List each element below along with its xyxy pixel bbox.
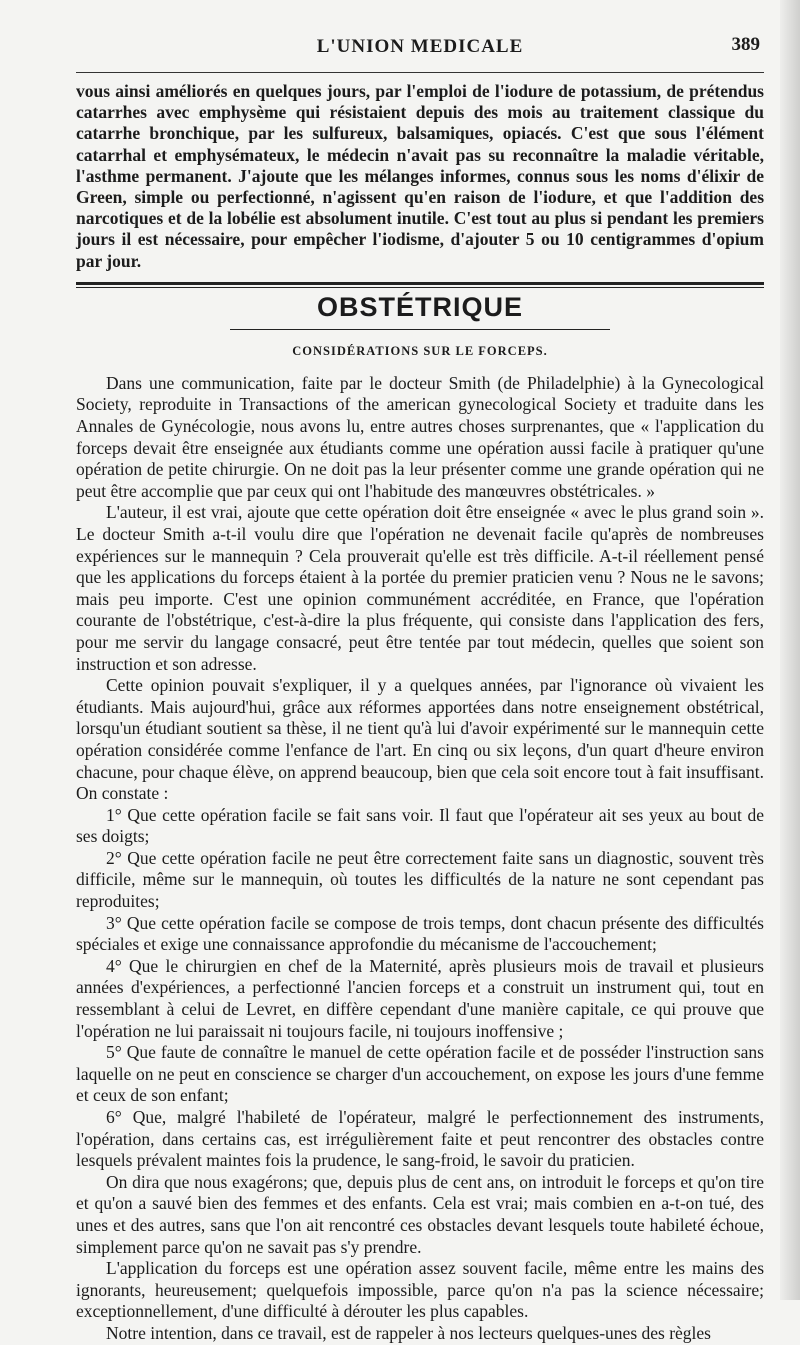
list-item: 3° Que cette opération facile se compose de trois temps, dont chacun présente des difficultés spéciales et exige une connaissance approfondie du mécanisme de l'accouchement; bbox=[76, 912, 764, 955]
section-divider bbox=[76, 282, 764, 288]
list-item: 5° Que faute de connaître le manuel de cette opération facile et de posséder l'instruction sans laquelle on ne peut en conscience se charger d'un accouchement, on expose les jours d'une femme et ceux de son enfant; bbox=[76, 1042, 764, 1106]
list-item: 2° Que cette opération facile ne peut être correctement faite sans un diagnostic, souvent très difficile, même sur le mannequin, où toutes les difficultés de la nature ne sont cependant pas reproduites; bbox=[76, 847, 764, 912]
page-edge-shadow bbox=[780, 0, 800, 1300]
journal-title: L'UNION MEDICALE bbox=[316, 36, 524, 57]
paragraph: Cette opinion pouvait s'expliquer, il y a quelques années, par l'ignorance où vivaient les étudiants. Mais aujourd'hui, grâce aux réformes apportées dans notre enseignement obstétrical, lorsqu'un étudiant soutient sa thèse, il ne tient qu'à lui d'avoir expérimenté sur le mannequin cette opération considérée comme l'enfance de l'art. En cinq ou six leçons, d'un quart d'heure environ chacune, pour chaque élève, on apprend beaucoup, bien que cela soit encore tout à fait insuffisant. On constate : bbox=[76, 675, 764, 804]
paragraph: Notre intention, dans ce travail, est de rappeler à nos lecteurs quelques-unes des règles bbox=[106, 1322, 711, 1343]
article-subtitle: CONSIDÉRATIONS SUR LE FORCEPS. bbox=[292, 343, 548, 358]
article-body bbox=[76, 373, 764, 1345]
title-underline bbox=[230, 329, 610, 330]
page-number: 389 bbox=[731, 34, 760, 55]
lead-section bbox=[76, 81, 764, 272]
paragraph: Dans une communication, faite par le docteur Smith (de Philadelphie) à la Gynecological Society, reproduite in Transactions of the american gynecological Society et traduite dans les Annales de Gynécologie, nous avons lu, entre autres choses surprenantes, que « l'application du forceps devait être enseignée aux étudiants comme une opération aussi facile à pratiquer qu'une opération de petite chirurgie. On ne doit pas la leur présenter comme une grande opération qui ne peut être accomplie que par ceux qui ont l'habitude des manœuvres obstétricales. » bbox=[76, 372, 764, 501]
list-item: 6° Que, malgré l'habileté de l'opérateur, malgré le perfectionnement des instruments, l'opération, dans certains cas, est irrégulièrement faite et peut rencontrer des obstacles contre lesquels prévalent maintes fois la prudence, le sang-froid, le savoir du praticien. bbox=[76, 1107, 764, 1171]
paragraph: L'auteur, il est vrai, ajoute que cette opération doit être enseignée « avec le plus grand soin ». Le docteur Smith a-t-il voulu dire que l'opération ne devenait facile qu'après de nombreuses expériences sur le mannequin ? Cela prouverait qu'elle est très difficile. A-t-il réellement pensé que les applications du forceps étaient à la portée du premier praticien venu ? Nous ne le savons; mais peu importe. C'est une opinion communément accréditée, en France, que l'opération courante de l'obstétrique, c'est-à-dire la plus fréquente, qui consiste dans l'application des fers, pour me servir du langage consacré, peut être tentée par tout médecin, quelles que soient son instruction et son adresse. bbox=[76, 502, 764, 674]
list-item: 1° Que cette opération facile se fait sans voir. Il faut que l'opérateur ait ses yeux au bout de ses doigts; bbox=[76, 804, 764, 847]
running-head bbox=[76, 0, 764, 60]
paragraph: L'application du forceps est une opération assez souvent facile, même entre les mains des ignorants, heureusement; quelquefois impossible, parce qu'on n'a pas la science nécessaire; exceptionnellement, d'une difficulté à dérouter les plus capables. bbox=[76, 1258, 764, 1322]
section-title: OBSTÉTRIQUE bbox=[316, 291, 523, 322]
lead-paragraph: vous ainsi améliorés en quelques jours, par l'emploi de l'iodure de potassium, de prétendus catarrhes avec emphysème qui résistaient depuis des mois au traitement classique du catarrhe bronchique, par les sulfureux, balsamiques, opiacés. C'est que sous l'élément catarrhal et emphysémateux, le médecin n'avait pas su reconnaître la maladie véritable, l'asthme permanent. J'ajoute que les mélanges informes, connus sous les noms d'élixir de Green, simple ou perfectionné, n'agissent qu'en raison de l'iodure, et que l'addition des narcotiques et de la lobélie est absolument inutile. C'est tout au plus si pendant les premiers jours il est nécessaire, pour empêcher l'iodisme, d'ajouter 5 ou 10 centigrammes d'opium par jour. bbox=[76, 81, 764, 271]
list-item: 4° Que le chirurgien en chef de la Maternité, après plusieurs mois de travail et plusieurs années d'expériences, a perfectionné l'ancien forceps et a construit un instrument qui, tout en ressemblant à celui de Levret, en diffère cependant d'une manière capitale, ce qui prouve que l'opération ne lui paraissait ni toujours facile, ni toujours inoffensive ; bbox=[76, 955, 764, 1041]
paragraph: On dira que nous exagérons; que, depuis plus de cent ans, on introduit le forceps et qu'on tire et qu'on a sauvé bien des femmes et des enfants. Cela est vrai; mais combien en a-t-on tué, des unes et des autres, sans que l'on ait rencontré ces obstacles devant lesquels toute habileté échoue, simplement parce qu'on ne savait pas s'y prendre. bbox=[76, 1171, 764, 1257]
header-rule bbox=[76, 72, 764, 73]
